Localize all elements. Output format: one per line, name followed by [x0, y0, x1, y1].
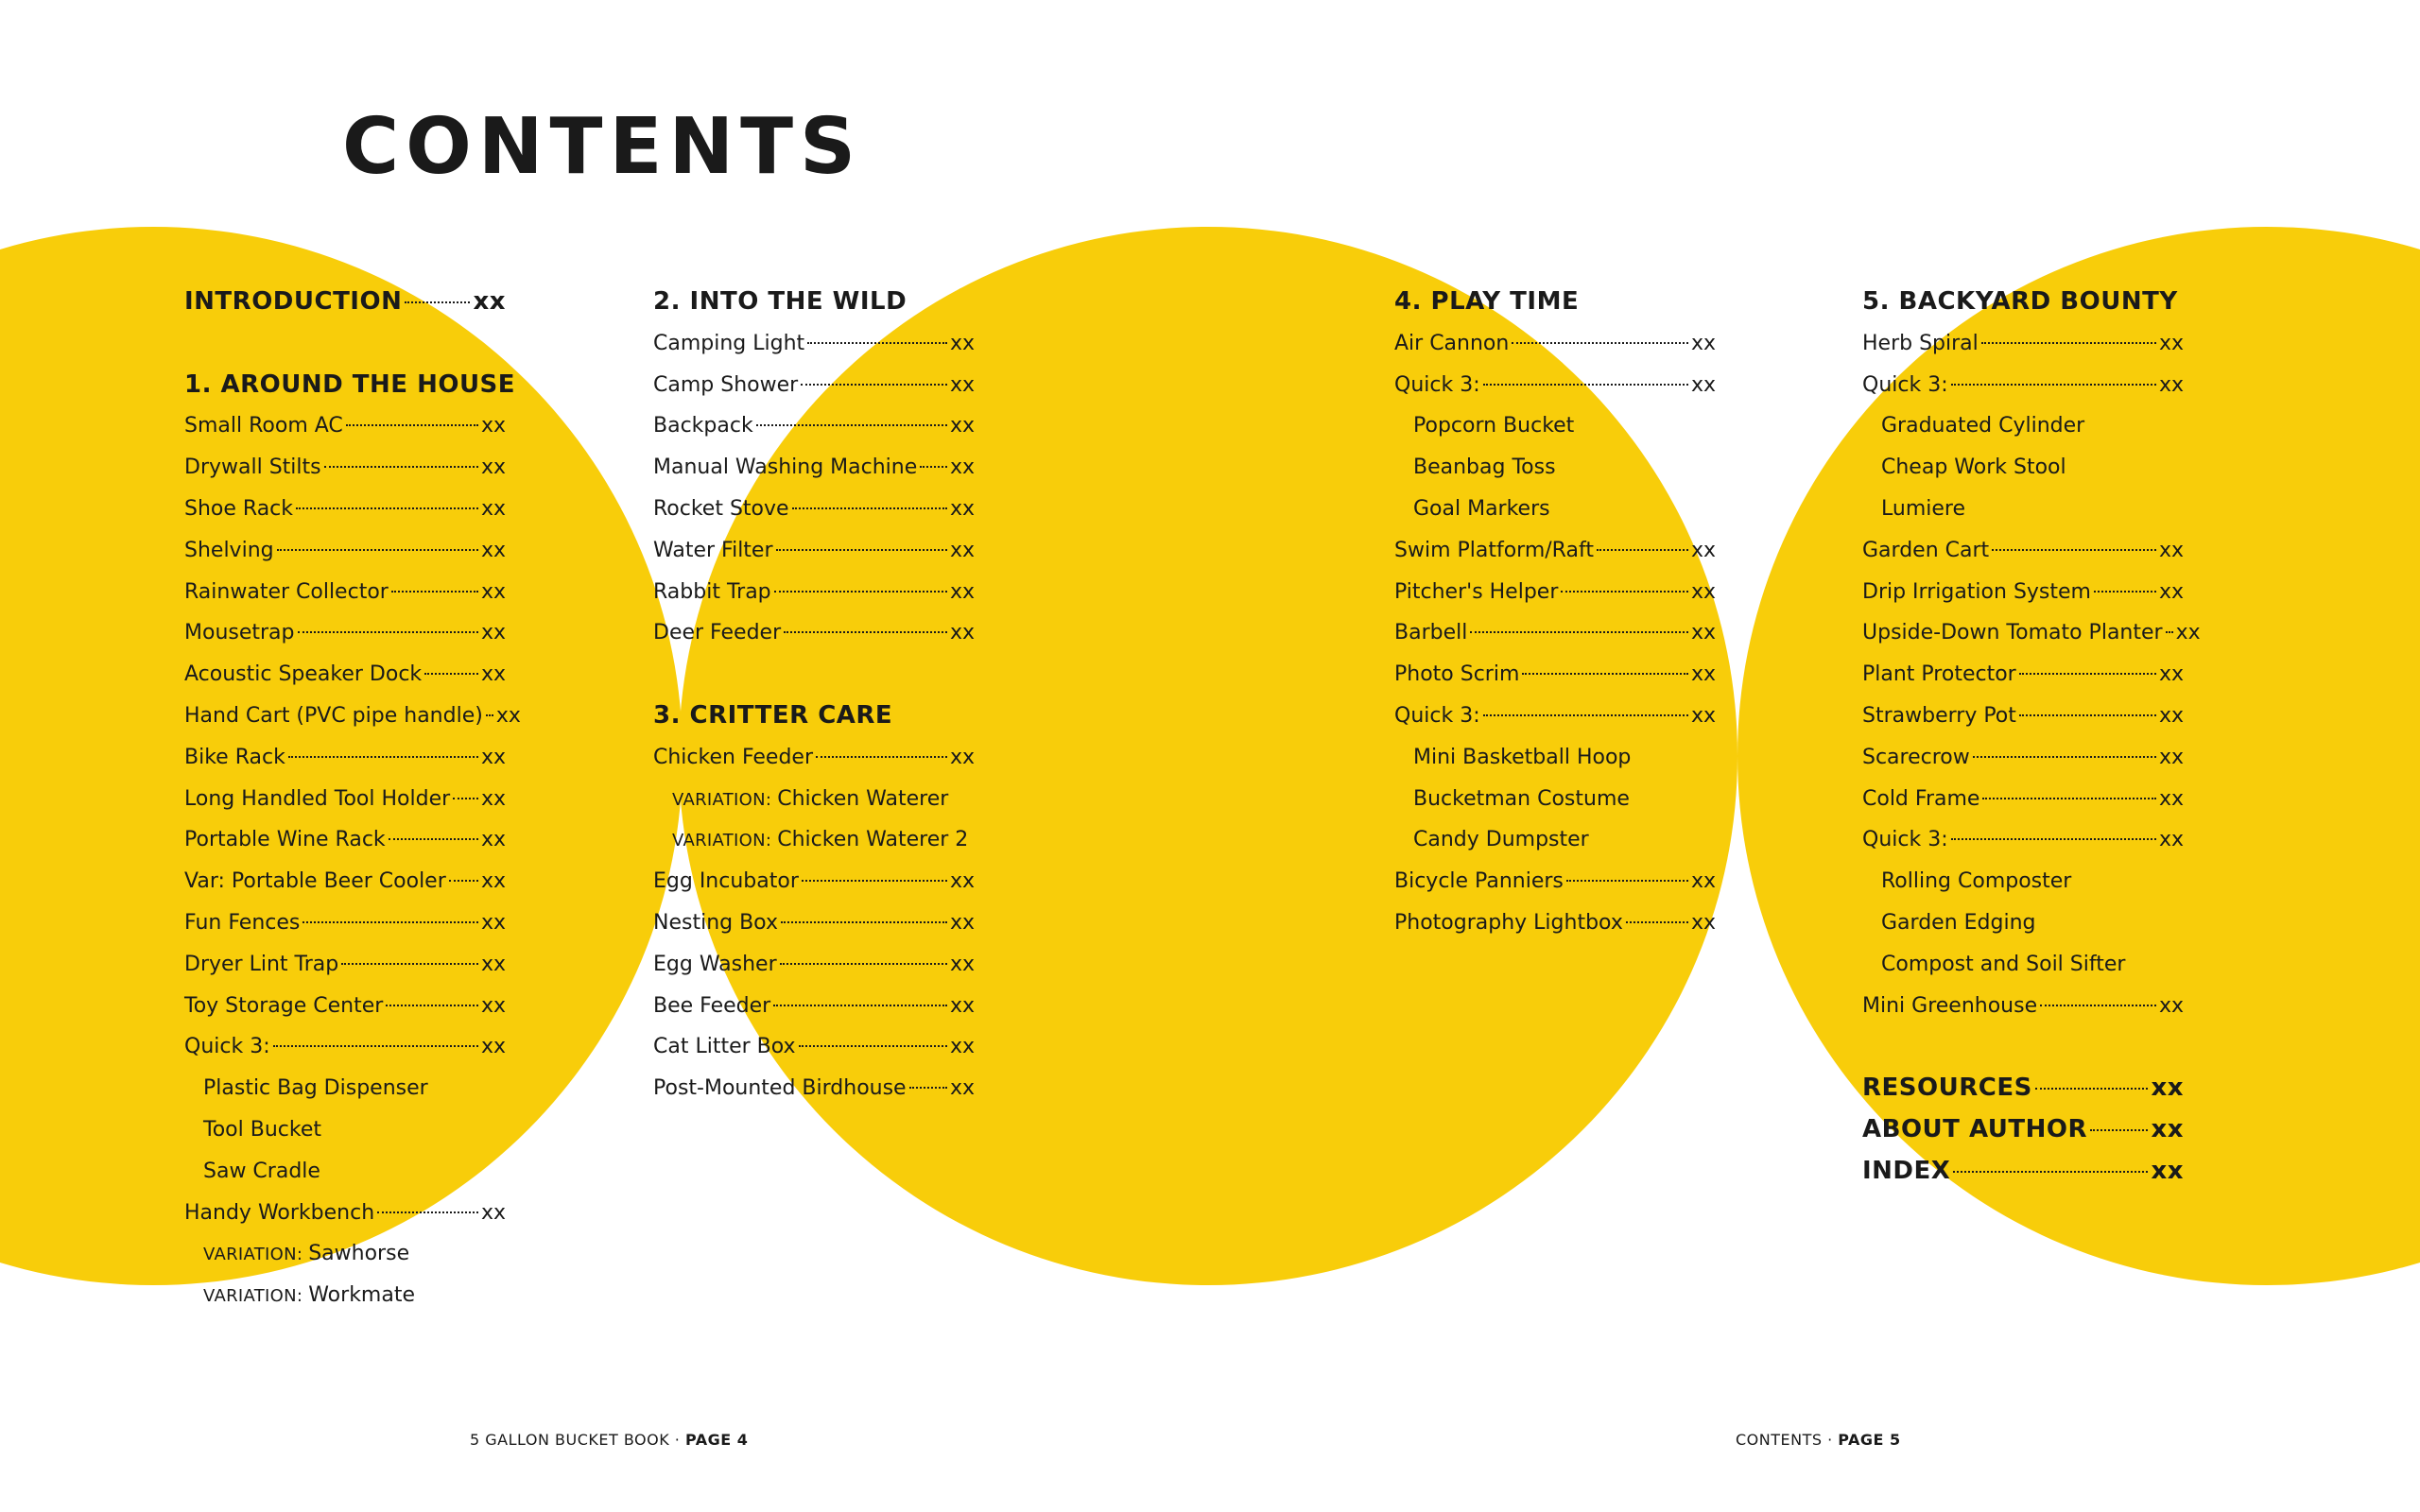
- dot-leader: [449, 880, 478, 882]
- toc-entry-label: Garden Cart: [1862, 538, 1990, 562]
- page-title: CONTENTS: [342, 102, 863, 192]
- dot-leader: [391, 591, 478, 593]
- variation-prefix: VARIATION:: [672, 831, 772, 851]
- toc-entry[interactable]: [1862, 819, 2184, 861]
- dot-leader: [277, 549, 478, 551]
- footer-page-number: PAGE 5: [1838, 1431, 1901, 1449]
- toc-entry-label: Shelving: [184, 538, 274, 562]
- dot-leader: [1483, 384, 1688, 386]
- toc-entry-label: 2. INTO THE WILD: [653, 287, 908, 316]
- toc-entry-label: Small Room AC: [184, 414, 343, 438]
- toc-entry[interactable]: [653, 944, 975, 986]
- toc-column-1: [184, 282, 521, 1316]
- dot-leader: [802, 880, 947, 882]
- toc-entry[interactable]: [1862, 737, 2184, 779]
- toc-entry[interactable]: [653, 405, 975, 447]
- toc-entry-label: Acoustic Speaker Dock: [184, 662, 423, 687]
- dot-leader: [776, 549, 947, 551]
- toc-entry[interactable]: [1862, 779, 2184, 820]
- toc-entry-label: Garden Edging: [1881, 910, 2036, 935]
- toc-entry-label: Rocket Stove: [653, 496, 789, 521]
- variation-prefix: VARIATION:: [672, 789, 772, 810]
- dot-leader: [346, 424, 478, 426]
- dot-leader: [1470, 631, 1688, 633]
- toc-sub-entry[interactable]: [1862, 405, 2184, 447]
- toc-page-number: xx: [2175, 621, 2201, 645]
- toc-page-number: xx: [480, 662, 506, 687]
- dot-leader: [792, 507, 947, 509]
- toc-entry[interactable]: [184, 986, 506, 1027]
- toc-entry-label: Shoe Rack: [184, 496, 294, 521]
- toc-entry[interactable]: [184, 902, 506, 944]
- toc-sub-entry[interactable]: [1394, 489, 1716, 530]
- toc-entry[interactable]: [184, 819, 506, 861]
- toc-entry-label: Chicken Feeder: [653, 745, 814, 769]
- dot-leader: [816, 756, 947, 758]
- toc-entry-label: Quick 3:: [1862, 372, 1948, 397]
- toc-page-number: xx: [949, 1076, 975, 1101]
- toc-entry-label: Rabbit Trap: [653, 579, 771, 604]
- toc-entry-label: Quick 3:: [1394, 372, 1480, 397]
- toc-entry[interactable]: [653, 1068, 975, 1109]
- toc-sub-entry[interactable]: [1862, 447, 2184, 489]
- toc-entry[interactable]: [184, 530, 506, 572]
- dot-leader: [1566, 880, 1688, 882]
- toc-entry-label: 3. CRITTER CARE: [653, 700, 893, 730]
- toc-page-number: xx: [949, 331, 975, 355]
- toc-sub-entry[interactable]: [184, 1151, 506, 1193]
- dot-leader: [2166, 631, 2173, 633]
- toc-entry[interactable]: [653, 572, 975, 613]
- toc-entry[interactable]: [184, 489, 506, 530]
- toc-page-number: xx: [2151, 1156, 2184, 1185]
- toc-entry[interactable]: [653, 530, 975, 572]
- toc-sub-entry[interactable]: [1862, 902, 2184, 944]
- toc-page-number: xx: [2151, 1114, 2184, 1143]
- toc-entry-label: Bike Rack: [184, 745, 285, 769]
- toc-page-number: xx: [480, 1200, 506, 1225]
- toc-page-number: xx: [1690, 703, 1716, 728]
- toc-entry[interactable]: [184, 405, 506, 447]
- toc-page-number: xx: [2158, 372, 2184, 397]
- toc-page-number: xx: [949, 455, 975, 480]
- dot-leader: [2035, 1088, 2149, 1090]
- toc-entry-label: Goal Markers: [1413, 496, 1550, 521]
- toc-entry[interactable]: [1862, 612, 2201, 654]
- toc-entry-label: Graduated Cylinder: [1881, 414, 2085, 438]
- toc-page-number: xx: [1690, 579, 1716, 604]
- toc-entry[interactable]: [184, 737, 506, 779]
- toc-entry-label: Photography Lightbox: [1394, 910, 1623, 935]
- toc-entry-label: Popcorn Bucket: [1413, 414, 1575, 438]
- dot-leader: [1597, 549, 1688, 551]
- toc-spacer: [1862, 1026, 2184, 1068]
- dot-leader: [1951, 384, 2156, 386]
- toc-sub-entry[interactable]: [184, 1275, 506, 1316]
- toc-entry-label: 1. AROUND THE HOUSE: [184, 369, 516, 399]
- toc-page-number: xx: [2158, 331, 2184, 355]
- toc-page-number: xx: [480, 579, 506, 604]
- toc-entry-label: Dryer Lint Trap: [184, 952, 339, 976]
- dot-leader: [2094, 591, 2156, 593]
- toc-entry-label: Candy Dumpster: [1413, 828, 1589, 852]
- toc-page-number: xx: [480, 952, 506, 976]
- toc-entry[interactable]: [653, 447, 975, 489]
- toc-entry-label: Air Cannon: [1394, 331, 1510, 355]
- toc-entry-label: Bucketman Costume: [1413, 786, 1630, 811]
- toc-entry-label: Var: Portable Beer Cooler: [184, 869, 446, 894]
- toc-column-3: [1394, 282, 1716, 944]
- toc-entry[interactable]: [184, 696, 521, 737]
- dot-leader: [273, 1045, 478, 1047]
- dot-leader: [784, 631, 947, 633]
- dot-leader: [341, 963, 478, 965]
- toc-entry[interactable]: [653, 1026, 975, 1068]
- dot-leader: [756, 424, 947, 426]
- variation-prefix: VARIATION:: [203, 1286, 303, 1307]
- toc-entry-label: Nesting Box: [653, 910, 778, 935]
- toc-sub-entry[interactable]: [1394, 447, 1716, 489]
- toc-entry-label: Post-Mounted Birdhouse: [653, 1076, 907, 1101]
- toc-entry-label: Handy Workbench: [184, 1200, 375, 1225]
- toc-entry[interactable]: [1862, 530, 2184, 572]
- toc-sub-entry[interactable]: [184, 1233, 506, 1275]
- toc-page-number: xx: [480, 621, 506, 645]
- toc-page-number: xx: [480, 869, 506, 894]
- toc-entry-label: Swim Platform/Raft: [1394, 538, 1594, 562]
- toc-entry-label: Bicycle Panniers: [1394, 869, 1564, 894]
- toc-page-number: xx: [480, 745, 506, 769]
- dot-leader: [774, 591, 947, 593]
- toc-entry-label: Plant Protector: [1862, 662, 2016, 687]
- footer-right: [1736, 1431, 1901, 1449]
- toc-page-number: xx: [2158, 579, 2184, 604]
- toc-page-number: xx: [1690, 662, 1716, 687]
- toc-page-number: xx: [949, 538, 975, 562]
- dot-leader: [424, 673, 478, 675]
- toc-entry-label: INTRODUCTION: [184, 287, 403, 316]
- toc-page-number: xx: [480, 455, 506, 480]
- toc-entry-label: Workmate: [308, 1283, 416, 1308]
- toc-entry-label: Water Filter: [653, 538, 773, 562]
- toc-page-number: xx: [949, 372, 975, 397]
- dot-leader: [799, 1045, 947, 1047]
- toc-entry-label: Rainwater Collector: [184, 579, 389, 604]
- toc-page-number: xx: [480, 496, 506, 521]
- toc-entry-label: Strawberry Pot: [1862, 703, 2016, 728]
- dot-leader: [801, 384, 947, 386]
- toc-heading-entry[interactable]: [184, 282, 506, 323]
- toc-entry[interactable]: [1862, 696, 2184, 737]
- toc-page-number: xx: [473, 287, 506, 316]
- toc-page-number: xx: [949, 414, 975, 438]
- toc-entry[interactable]: [653, 612, 975, 654]
- dot-leader: [1982, 798, 2156, 799]
- toc-entry-label: Rolling Composter: [1881, 869, 2072, 894]
- toc-page-number: xx: [949, 869, 975, 894]
- toc-page-number: xx: [949, 496, 975, 521]
- toc-entry[interactable]: [184, 654, 506, 696]
- toc-page-number: xx: [480, 828, 506, 852]
- toc-entry[interactable]: [653, 365, 975, 406]
- toc-section-heading[interactable]: [1862, 282, 2184, 323]
- dot-leader: [909, 1087, 947, 1089]
- toc-entry-label: Quick 3:: [1862, 828, 1948, 852]
- toc-heading-entry[interactable]: [1862, 1068, 2184, 1109]
- toc-entry-label: Camp Shower: [653, 372, 799, 397]
- toc-page-number: xx: [1690, 910, 1716, 935]
- toc-page-number: xx: [2158, 828, 2184, 852]
- toc-page-number: xx: [480, 910, 506, 935]
- toc-entry[interactable]: [184, 861, 506, 902]
- toc-entry[interactable]: [653, 986, 975, 1027]
- toc-page-number: xx: [949, 952, 975, 976]
- dot-leader: [296, 507, 478, 509]
- dot-leader: [486, 714, 493, 716]
- toc-entry-label: Drip Irrigation System: [1862, 579, 2091, 604]
- toc-entry-label: Herb Spiral: [1862, 331, 1979, 355]
- footer-left: [470, 1431, 748, 1449]
- footer-page-number: PAGE 4: [684, 1431, 749, 1449]
- toc-sub-entry[interactable]: [1394, 819, 1716, 861]
- toc-spacer: [184, 323, 506, 365]
- footer-section-title: CONTENTS: [1736, 1431, 1823, 1449]
- toc-entry-label: Beanbag Toss: [1413, 455, 1556, 480]
- dot-leader: [1981, 342, 2156, 344]
- dot-leader: [781, 921, 947, 923]
- toc-entry-label: 4. PLAY TIME: [1394, 287, 1580, 316]
- toc-page-number: xx: [1690, 331, 1716, 355]
- toc-entry[interactable]: [1862, 986, 2184, 1027]
- toc-entry-label: Portable Wine Rack: [184, 828, 386, 852]
- toc-entry-label: Drywall Stilts: [184, 455, 321, 480]
- dot-leader: [453, 798, 478, 799]
- toc-entry-label: Manual Washing Machine: [653, 455, 918, 480]
- dot-leader: [389, 838, 478, 840]
- toc-entry-label: Pitcher's Helper: [1394, 579, 1559, 604]
- toc-entry-label: Fun Fences: [184, 910, 301, 935]
- toc-page-number: xx: [1690, 621, 1716, 645]
- toc-entry[interactable]: [1394, 861, 1716, 902]
- toc-page-number: xx: [2158, 538, 2184, 562]
- toc-entry-label: 5. BACKYARD BOUNTY: [1862, 287, 2178, 316]
- dot-leader: [1483, 714, 1688, 716]
- footer-book-title: 5 GALLON BUCKET BOOK: [470, 1431, 670, 1449]
- toc-entry-label: Chicken Waterer 2: [777, 828, 969, 852]
- toc-page-number: xx: [480, 993, 506, 1018]
- toc-entry-label: Lumiere: [1881, 496, 1965, 521]
- toc-page-number: xx: [949, 745, 975, 769]
- toc-entry-label: Cold Frame: [1862, 786, 1980, 811]
- toc-section-heading[interactable]: [653, 696, 975, 737]
- toc-entry-label: Long Handled Tool Holder: [184, 786, 451, 811]
- toc-entry[interactable]: [1394, 530, 1716, 572]
- toc-entry[interactable]: [653, 737, 975, 779]
- toc-page-number: xx: [1690, 372, 1716, 397]
- dot-leader: [2019, 714, 2156, 716]
- footer-separator: ·: [1822, 1431, 1839, 1449]
- toc-entry[interactable]: [1862, 572, 2184, 613]
- toc-page-number: xx: [2158, 662, 2184, 687]
- dot-leader: [1561, 591, 1688, 593]
- toc-entry[interactable]: [1394, 572, 1716, 613]
- toc-entry[interactable]: [184, 944, 506, 986]
- toc-entry[interactable]: [1394, 654, 1716, 696]
- toc-page-number: xx: [2158, 703, 2184, 728]
- toc-entry[interactable]: [184, 612, 506, 654]
- toc-entry-label: Sawhorse: [308, 1242, 410, 1266]
- dot-leader: [1626, 921, 1688, 923]
- toc-entry-label: Photo Scrim: [1394, 662, 1520, 687]
- dot-leader: [920, 466, 947, 468]
- toc-page-number: xx: [1690, 869, 1716, 894]
- toc-entry-label: Camping Light: [653, 331, 805, 355]
- dot-leader: [386, 1005, 478, 1006]
- toc-entry-label: Mini Basketball Hoop: [1413, 745, 1632, 769]
- footer-separator: ·: [669, 1431, 685, 1449]
- dot-leader: [1512, 342, 1688, 344]
- toc-page-number: xx: [2158, 993, 2184, 1018]
- toc-entry-label: Mousetrap: [184, 621, 295, 645]
- toc-sub-entry[interactable]: [1862, 861, 2184, 902]
- toc-entry[interactable]: [653, 902, 975, 944]
- toc-sub-entry[interactable]: [653, 779, 975, 820]
- toc-entry[interactable]: [1394, 323, 1716, 365]
- toc-entry-label: Cat Litter Box: [653, 1035, 796, 1059]
- toc-sub-entry[interactable]: [1394, 779, 1716, 820]
- toc-entry[interactable]: [1394, 902, 1716, 944]
- toc-column-2: [653, 282, 975, 1109]
- toc-entry-label: Mini Greenhouse: [1862, 993, 2038, 1018]
- dot-leader: [288, 756, 478, 758]
- toc-section-heading[interactable]: [653, 282, 975, 323]
- toc-entry-label: Backpack: [653, 414, 753, 438]
- dot-leader: [298, 631, 478, 633]
- toc-page-number: xx: [949, 621, 975, 645]
- toc-page-number: xx: [2158, 745, 2184, 769]
- dot-leader: [807, 342, 947, 344]
- toc-entry-label: RESOURCES: [1862, 1074, 2032, 1103]
- toc-sub-entry[interactable]: [1862, 489, 2184, 530]
- toc-entry-label: Quick 3:: [184, 1035, 270, 1059]
- toc-page-number: xx: [480, 1035, 506, 1059]
- toc-sub-entry[interactable]: [184, 1068, 506, 1109]
- toc-sub-entry[interactable]: [1862, 944, 2184, 986]
- toc-page-number: xx: [2158, 786, 2184, 811]
- toc-sub-entry[interactable]: [1394, 405, 1716, 447]
- variation-prefix: VARIATION:: [203, 1245, 303, 1265]
- toc-sub-entry[interactable]: [1394, 737, 1716, 779]
- toc-entry-label: Tool Bucket: [203, 1117, 321, 1142]
- toc-column-4: [1862, 282, 2201, 1193]
- toc-entry-label: Egg Washer: [653, 952, 777, 976]
- toc-section-heading[interactable]: [1394, 282, 1716, 323]
- dot-leader: [1522, 673, 1688, 675]
- toc-entry[interactable]: [1394, 696, 1716, 737]
- toc-page-number: xx: [480, 786, 506, 811]
- toc-sub-entry[interactable]: [184, 1109, 506, 1151]
- toc-entry-label: ABOUT AUTHOR: [1862, 1114, 2087, 1143]
- toc-entry-label: Quick 3:: [1394, 703, 1480, 728]
- dot-leader: [324, 466, 478, 468]
- toc-entry[interactable]: [1394, 612, 1716, 654]
- toc-entry-label: Plastic Bag Dispenser: [203, 1076, 428, 1101]
- dot-leader: [780, 963, 947, 965]
- toc-entry[interactable]: [1862, 323, 2184, 365]
- toc-page-number: xx: [1690, 538, 1716, 562]
- toc-entry[interactable]: [1862, 365, 2184, 406]
- toc-entry[interactable]: [184, 447, 506, 489]
- toc-page-number: xx: [480, 538, 506, 562]
- toc-section-heading[interactable]: [184, 365, 516, 406]
- toc-entry[interactable]: [184, 779, 506, 820]
- toc-entry[interactable]: [653, 323, 975, 365]
- toc-entry-label: Upside-Down Tomato Planter: [1862, 621, 2163, 645]
- toc-sub-entry[interactable]: [653, 819, 975, 861]
- toc-entry-label: Saw Cradle: [203, 1159, 320, 1183]
- toc-entry-label: Deer Feeder: [653, 621, 782, 645]
- dot-leader: [405, 301, 470, 303]
- toc-spacer: [653, 654, 975, 696]
- toc-heading-entry[interactable]: [1862, 1151, 2184, 1193]
- toc-entry[interactable]: [653, 489, 975, 530]
- toc-page-number: xx: [480, 414, 506, 438]
- toc-entry-label: Bee Feeder: [653, 993, 771, 1018]
- toc-page-number: xx: [2151, 1074, 2184, 1103]
- dot-leader: [302, 921, 478, 923]
- toc-entry[interactable]: [653, 861, 975, 902]
- toc-heading-entry[interactable]: [1862, 1109, 2184, 1151]
- toc-page-number: xx: [949, 1035, 975, 1059]
- toc-entry[interactable]: [184, 1026, 506, 1068]
- toc-page-number: xx: [949, 993, 975, 1018]
- toc-entry[interactable]: [184, 572, 506, 613]
- toc-entry-label: Toy Storage Center: [184, 993, 384, 1018]
- toc-entry-label: Compost and Soil Sifter: [1881, 952, 2126, 976]
- toc-page-number: xx: [949, 910, 975, 935]
- dot-leader: [2019, 673, 2156, 675]
- toc-entry-label: Scarecrow: [1862, 745, 1970, 769]
- toc-entry-label: Cheap Work Stool: [1881, 455, 2066, 480]
- dot-leader: [2040, 1005, 2156, 1006]
- dot-leader: [1973, 756, 2156, 758]
- toc-page-number: xx: [949, 579, 975, 604]
- dot-leader: [1992, 549, 2156, 551]
- toc-entry[interactable]: [184, 1193, 506, 1234]
- toc-entry-label: Barbell: [1394, 621, 1468, 645]
- dot-leader: [377, 1211, 478, 1213]
- dot-leader: [1951, 838, 2156, 840]
- toc-entry[interactable]: [1862, 654, 2184, 696]
- toc-page-number: xx: [495, 703, 521, 728]
- toc-entry-label: Chicken Waterer: [777, 786, 949, 811]
- dot-leader: [1953, 1171, 2148, 1173]
- toc-entry-label: Hand Cart (PVC pipe handle): [184, 703, 483, 728]
- dot-leader: [773, 1005, 947, 1006]
- toc-entry-label: Egg Incubator: [653, 869, 799, 894]
- toc-entry[interactable]: [1394, 365, 1716, 406]
- dot-leader: [2090, 1129, 2148, 1131]
- toc-entry-label: INDEX: [1862, 1156, 1951, 1185]
